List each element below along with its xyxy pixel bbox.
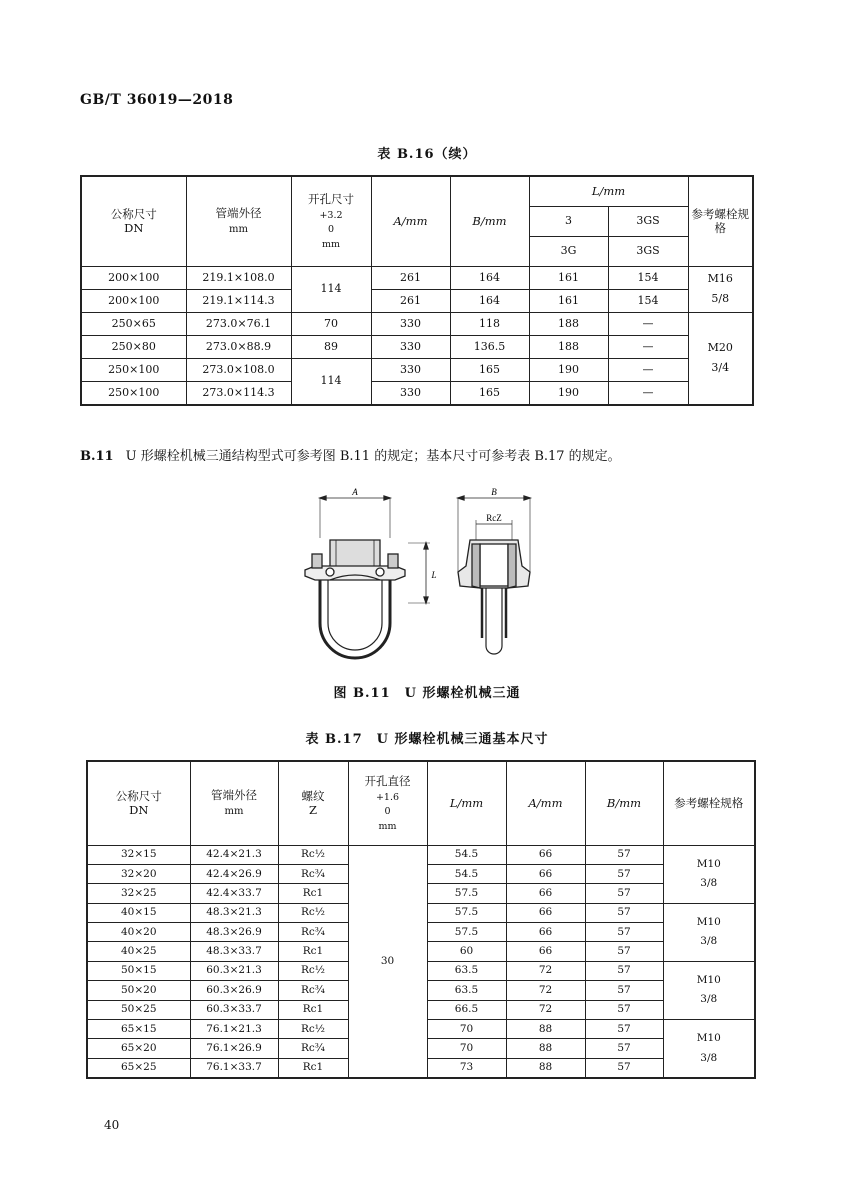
cell-l-3: 188 [529,335,608,358]
cell-a: 66 [506,864,585,883]
bolt-pitch: 3/8 [700,935,718,948]
cell-dn: 40×15 [87,903,190,922]
cell-thread: Rc1 [278,1058,348,1078]
cell-dn: 65×20 [87,1039,190,1058]
cell-dn: 50×15 [87,961,190,980]
cell-a: 330 [371,312,450,335]
cell-b: 57 [585,903,663,922]
cell-b: 136.5 [450,335,529,358]
col-header-od: 管端外径 mm [186,176,291,266]
cell-l: 70 [427,1020,506,1039]
clause-number: B.11 [80,449,114,464]
bolt-size: M10 [696,857,721,870]
cell-a: 330 [371,358,450,381]
cell-dn: 250×100 [81,381,186,405]
col-header-l-3: 3 [529,206,608,236]
cell-a: 66 [506,923,585,942]
standard-code: GB/T 36019—2018 [80,92,234,108]
cell-dn: 65×15 [87,1020,190,1039]
col-header-l: L/mm [427,761,506,845]
cell-a: 72 [506,981,585,1000]
table-b17-body [87,845,755,1078]
cell-bolt [663,961,755,1019]
cell-l-3: 190 [529,358,608,381]
cell-l-3gs: — [608,335,688,358]
cell-b: 165 [450,358,529,381]
cell-od: 60.3×33.7 [190,1000,278,1019]
cell-dn: 32×20 [87,864,190,883]
cell-b: 57 [585,845,663,864]
col-header-od: 管端外径 mm [190,761,278,845]
col-header-hole: 开孔直径 +1.6 0 mm [348,761,427,845]
col-header-bolt: 参考螺栓规格 [688,176,753,266]
table-row [81,312,753,335]
table-b17 [86,760,756,1079]
cell-od: 76.1×26.9 [190,1039,278,1058]
cell-b: 57 [585,1000,663,1019]
cell-b: 57 [585,1039,663,1058]
table-row [87,845,755,864]
cell-b: 57 [585,981,663,1000]
label-a: A [352,488,358,497]
cell-bolt [663,845,755,903]
cell-b: 164 [450,289,529,312]
cell-thread: Rc¾ [278,864,348,883]
cell-dn: 40×25 [87,942,190,961]
bolt-size: M20 [707,341,733,355]
cell-thread: Rc½ [278,1020,348,1039]
table-b16 [80,175,754,406]
table-b17-caption: 表 B.17 U 形螺栓机械三通基本尺寸 [305,732,549,747]
cell-l-3gs: — [608,358,688,381]
bolt-size: M10 [696,974,721,987]
col-header-a: A/mm [506,761,585,845]
cell-dn: 200×100 [81,289,186,312]
cell-bolt [663,903,755,961]
cell-b: 57 [585,864,663,883]
cell-l: 60 [427,942,506,961]
label-b: B [491,488,497,497]
col-header-a: A/mm [371,176,450,266]
cell-b: 57 [585,942,663,961]
clause-b11 [80,445,621,464]
cell-hole: 114 [291,358,371,405]
cell-thread: Rc1 [278,1000,348,1019]
table-row [81,335,753,358]
cell-a: 330 [371,381,450,405]
label-l: L [431,570,437,580]
cell-od: 273.0×114.3 [186,381,291,405]
cell-l: 66.5 [427,1000,506,1019]
cell-a: 88 [506,1058,585,1078]
figure-b11-caption: 图 B.11 U 形螺栓机械三通 [333,686,521,701]
cell-a: 72 [506,1000,585,1019]
cell-a: 88 [506,1039,585,1058]
cell-bolt [688,312,753,405]
cell-b: 165 [450,381,529,405]
cell-l-3: 161 [529,289,608,312]
cell-thread: Rc1 [278,884,348,903]
bolt-size: M10 [696,916,721,929]
table-row [81,289,753,312]
col-header-hole: 开孔尺寸 +3.2 0 mm [291,176,371,266]
table-row [81,266,753,289]
cell-a: 261 [371,289,450,312]
cell-od: 42.4×33.7 [190,884,278,903]
col-header-b: B/mm [585,761,663,845]
cell-dn: 32×25 [87,884,190,903]
cell-od: 48.3×33.7 [190,942,278,961]
cell-b: 57 [585,1020,663,1039]
bolt-pitch: 3/8 [700,877,718,890]
bolt-size: M16 [707,272,733,286]
cell-l: 63.5 [427,961,506,980]
cell-b: 57 [585,884,663,903]
bolt-pitch: 3/4 [711,361,730,374]
cell-a: 66 [506,884,585,903]
cell-od: 219.1×114.3 [186,289,291,312]
col-header-l-3g: 3G [529,236,608,266]
cell-dn: 50×20 [87,981,190,1000]
cell-od: 48.3×21.3 [190,903,278,922]
cell-l: 73 [427,1058,506,1078]
cell-a: 88 [506,1020,585,1039]
cell-b: 57 [585,1058,663,1078]
cell-bolt [688,266,753,312]
cell-thread: Rc1 [278,942,348,961]
cell-l-3: 190 [529,381,608,405]
table-row [81,358,753,381]
cell-dn: 65×25 [87,1058,190,1078]
cell-dn: 32×15 [87,845,190,864]
page-number: 40 [104,1118,120,1132]
cell-hole: 114 [291,266,371,312]
cell-l: 54.5 [427,845,506,864]
bolt-pitch: 3/8 [700,993,718,1006]
cell-od: 273.0×88.9 [186,335,291,358]
cell-l: 63.5 [427,981,506,1000]
bolt-pitch: 3/8 [700,1051,718,1064]
cell-dn: 250×65 [81,312,186,335]
table-b16-body [81,266,753,405]
clause-text: U 形螺栓机械三通结构型式可参考图 B.11 的规定；基本尺寸可参考表 B.17 的规定。 [125,449,621,464]
cell-thread: Rc½ [278,845,348,864]
cell-b: 118 [450,312,529,335]
cell-hole: 30 [348,845,427,1078]
cell-l-3gs: — [608,312,688,335]
cell-a: 261 [371,266,450,289]
table-row [81,381,753,405]
cell-thread: Rc½ [278,903,348,922]
cell-dn: 250×100 [81,358,186,381]
cell-b: 57 [585,923,663,942]
front-view-drawing [305,496,430,658]
cell-l-3gs: 154 [608,289,688,312]
cell-l: 70 [427,1039,506,1058]
cell-od: 60.3×21.3 [190,961,278,980]
cell-l-3: 161 [529,266,608,289]
cell-a: 66 [506,903,585,922]
col-header-bolt: 参考螺栓规格 [663,761,755,845]
cell-a: 72 [506,961,585,980]
cell-dn: 50×25 [87,1000,190,1019]
cell-l-3: 188 [529,312,608,335]
col-header-l-3gs: 3GS [608,206,688,236]
cell-l: 57.5 [427,903,506,922]
cell-od: 42.4×21.3 [190,845,278,864]
cell-l-3gs: — [608,381,688,405]
figure-u-bolt-tee [290,488,560,673]
label-rcz: RcZ [486,513,502,523]
cell-dn: 250×80 [81,335,186,358]
cell-dn: 40×20 [87,923,190,942]
cell-thread: Rc¾ [278,923,348,942]
cell-hole: 70 [291,312,371,335]
cell-bolt [663,1020,755,1079]
cell-thread: Rc¾ [278,1039,348,1058]
cell-hole: 89 [291,335,371,358]
cell-l: 54.5 [427,864,506,883]
col-header-b: B/mm [450,176,529,266]
cell-od: 42.4×26.9 [190,864,278,883]
cell-l: 57.5 [427,884,506,903]
cell-od: 48.3×26.9 [190,923,278,942]
cell-l-3gs: 154 [608,266,688,289]
cell-thread: Rc¾ [278,981,348,1000]
cell-a: 330 [371,335,450,358]
cell-a: 66 [506,942,585,961]
col-header-l: L/mm [529,176,688,206]
col-header-dn: 公称尺寸 DN [87,761,190,845]
cell-od: 219.1×108.0 [186,266,291,289]
cell-od: 76.1×33.7 [190,1058,278,1078]
bolt-pitch: 5/8 [711,292,730,305]
table-b16-caption: 表 B.16（续） [377,147,477,162]
cell-od: 273.0×108.0 [186,358,291,381]
cell-thread: Rc½ [278,961,348,980]
cell-od: 76.1×21.3 [190,1020,278,1039]
col-header-l-3gs-2: 3GS [608,236,688,266]
cell-od: 60.3×26.9 [190,981,278,1000]
cell-a: 66 [506,845,585,864]
bolt-size: M10 [696,1032,721,1045]
cell-l: 57.5 [427,923,506,942]
col-header-dn: 公称尺寸 DN [81,176,186,266]
cell-dn: 200×100 [81,266,186,289]
cell-od: 273.0×76.1 [186,312,291,335]
cell-b: 164 [450,266,529,289]
col-header-thread: 螺纹 Z [278,761,348,845]
cell-b: 57 [585,961,663,980]
